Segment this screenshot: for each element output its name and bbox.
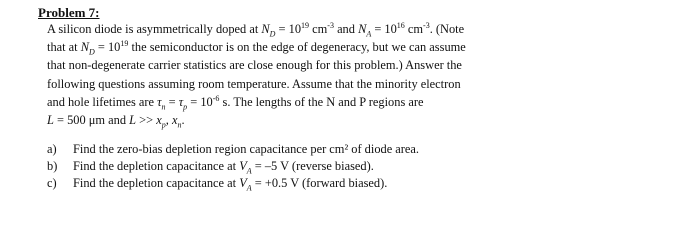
tau-value: 10 — [200, 94, 213, 109]
text-segment: . (Note — [429, 22, 465, 36]
statement-line-3: that non-degenerate carrier statistics are close enough for this problem.) Answer the — [47, 58, 462, 73]
na-exponent: 16 — [396, 20, 405, 30]
statement-line-4: following questions assuming room temperature. Assume that the minority electron — [47, 76, 461, 91]
length-symbol: L — [47, 113, 54, 128]
voltage-symbol: $V_A$ — [239, 159, 252, 176]
question-list — [47, 141, 687, 192]
length-value: 500 μm — [67, 113, 106, 128]
statement-line-1: A silicon diode is asymmetrically doped at $N_D = 10^{19}$ $cm^{-3}$ and $N_A = 10^{16}$ $cm^{-3}$. (Note — [47, 20, 465, 39]
unit-exponent: -3 — [423, 20, 430, 30]
question-text: = –5 V (reverse biased). — [254, 159, 374, 173]
problem-statement — [47, 20, 687, 129]
text-segment: and — [337, 22, 355, 36]
depletion-widths: $x_p$, $x_n$ — [156, 113, 182, 130]
text-segment: and hole lifetimes are — [47, 94, 154, 109]
question-a — [47, 141, 687, 158]
statement-line-2: that at $N_D = 10^{19}$ the semiconductor is on the edge of degeneracy, but we can assume — [47, 39, 466, 57]
statement-line-6: L = 500 μm and $L >> x_p$, $x_n$. — [47, 113, 185, 130]
nd-symbol: $N_D$ — [80, 40, 95, 57]
tau-symbol: $\tau_p$ — [178, 94, 188, 112]
na-value: 10 — [384, 22, 397, 36]
length-condition: L — [129, 113, 137, 128]
question-text: Find the depletion capacitance at — [73, 159, 237, 173]
text-segment: that at — [47, 40, 78, 55]
voltage-symbol: $V_A$ — [239, 176, 252, 193]
tau-symbol: $\tau_n$ — [157, 94, 166, 112]
unit-exponent: -3 — [327, 20, 334, 30]
nd-exponent: 19 — [301, 20, 310, 30]
question-b — [47, 158, 687, 175]
unit-cm: cm — [407, 22, 424, 36]
nd-value: 10 — [288, 22, 302, 36]
nd-value: 10 — [107, 40, 121, 55]
text-segment: the semiconductor is on the edge of degeneracy, but we can assume — [131, 40, 466, 55]
text-segment: and — [108, 113, 127, 128]
text-segment: A silicon diode is asymmetrically doped at — [47, 22, 259, 36]
question-c — [47, 175, 687, 192]
tau-exponent: -6 — [212, 93, 220, 103]
question-text: Find the zero-bias depletion region capacitance per cm² of diode area. — [73, 142, 420, 156]
question-label: a) — [47, 142, 57, 156]
question-label: c) — [47, 176, 57, 190]
question-text: Find the depletion capacitance at — [73, 176, 237, 190]
nd-exponent: 19 — [120, 39, 129, 49]
question-label: b) — [47, 159, 58, 173]
text-segment: s. The lengths of the N and P regions are — [222, 94, 424, 109]
na-symbol: $N_A$ — [358, 22, 372, 39]
unit-cm: cm — [312, 22, 328, 36]
statement-line-5: and hole lifetimes are $\tau_n = \tau_p = 10^{-6}$ s. The lengths of the N and P regions are — [47, 93, 424, 112]
nd-symbol: $N_D$ — [261, 22, 276, 39]
question-text: = +0.5 V (forward biased). — [254, 176, 388, 190]
problem-title: Problem 7: — [38, 5, 100, 20]
